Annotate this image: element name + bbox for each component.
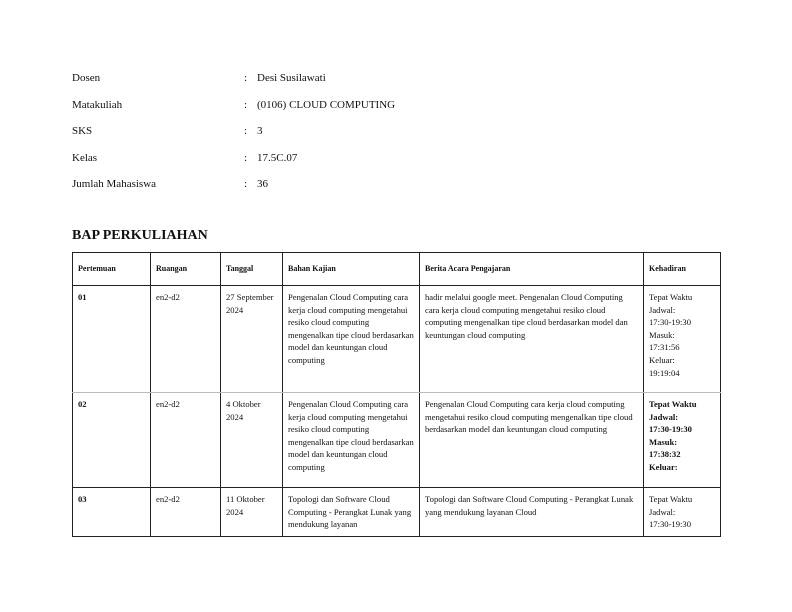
cell-berita-acara: hadir melalui google meet. Pengenalan Cloud Computing cara kerja cloud computing mengetahui resiko cloud computing mengenalkan tipe cloud berdasarkan model dan keuntungan cloud computing — [420, 286, 644, 393]
info-label: SKS — [72, 125, 93, 138]
attendance-line: Jadwal: — [649, 411, 679, 422]
header-pertemuan: Pertemuan — [73, 253, 151, 286]
info-label: Jumlah Mahasiswa — [72, 178, 157, 191]
info-value: 3 — [257, 125, 263, 138]
info-row-dosen — [72, 72, 532, 99]
cell-kehadiran — [644, 488, 721, 537]
attendance-line: Masuk: — [649, 329, 675, 340]
attendance-line: 17:30-19:30 — [649, 424, 692, 435]
attendance-status: Tepat Waktu — [649, 494, 693, 504]
table-row — [73, 286, 721, 393]
section-title: BAP PERKULIAHAN — [72, 228, 208, 243]
info-value: 36 — [257, 178, 268, 191]
info-colon: : — [244, 72, 248, 84]
cell-bahan-kajian: Topologi dan Software Cloud Computing - Perangkat Lunak yang mendukung layanan — [283, 488, 420, 537]
attendance-line: Jadwal: — [649, 304, 676, 315]
attendance-line: Masuk: — [649, 436, 678, 447]
table-header-row — [73, 253, 721, 286]
info-label: Matakuliah — [72, 98, 123, 111]
attendance-line: 17:38:32 — [649, 449, 681, 460]
cell-ruangan: en2-d2 — [151, 286, 221, 393]
attendance-line: Keluar: — [649, 354, 675, 365]
info-row-kelas — [72, 152, 532, 179]
cell-pertemuan: 02 — [73, 393, 151, 488]
info-value: Desi Susilawati — [257, 72, 326, 84]
info-value: 17.5C.07 — [257, 151, 298, 164]
header-berita-acara: Berita Acara Pengajaran — [420, 253, 644, 286]
cell-bahan-kajian: Pengenalan Cloud Computing cara kerja cloud computing mengetahui resiko cloud computing mengenalkan tipe cloud berdasarkan model dan keuntungan cloud computing — [283, 286, 420, 393]
header-kehadiran: Kehadiran — [644, 253, 721, 286]
attendance-status: Tepat Waktu — [649, 292, 693, 302]
cell-tanggal: 11 Oktober 2024 — [221, 488, 283, 537]
table-row — [73, 393, 721, 488]
cell-berita-acara: Pengenalan Cloud Computing cara kerja cloud computing mengetahui resiko cloud computing mengenalkan tipe cloud berdasarkan model dan keuntungan cloud computing — [420, 393, 644, 488]
attendance-line: Keluar: — [649, 461, 678, 472]
cell-kehadiran — [644, 286, 721, 393]
header-tanggal: Tanggal — [221, 253, 283, 286]
bap-table — [72, 252, 721, 537]
info-label: Dosen — [72, 72, 101, 84]
header-ruangan: Ruangan — [151, 253, 221, 286]
cell-kehadiran — [644, 393, 721, 488]
attendance-line: 17:30-19:30 — [649, 317, 692, 328]
attendance-status: Tepat Waktu — [649, 399, 697, 409]
info-colon: : — [244, 178, 248, 191]
cell-ruangan: en2-d2 — [151, 393, 221, 488]
cell-tanggal: 27 September 2024 — [221, 286, 283, 393]
header-bahan-kajian: Bahan Kajian — [283, 253, 420, 286]
attendance-line: 19:19:04 — [649, 367, 680, 378]
info-colon: : — [244, 98, 248, 111]
info-row-sks — [72, 125, 532, 152]
course-info — [72, 72, 532, 205]
info-colon: : — [244, 151, 248, 164]
info-row-matakuliah — [72, 99, 532, 126]
info-value: (0106) CLOUD COMPUTING — [257, 98, 396, 111]
cell-tanggal: 4 Oktober 2024 — [221, 393, 283, 488]
cell-pertemuan: 03 — [73, 488, 151, 537]
attendance-line: 17:30-19:30 — [649, 519, 692, 530]
cell-ruangan: en2-d2 — [151, 488, 221, 537]
cell-pertemuan: 01 — [73, 286, 151, 393]
cell-bahan-kajian: Pengenalan Cloud Computing cara kerja cloud computing mengetahui resiko cloud computing mengenalkan tipe cloud berdasarkan model dan keuntungan cloud computing — [283, 393, 420, 488]
attendance-line: 17:31:56 — [649, 342, 680, 353]
info-colon: : — [244, 125, 248, 138]
table-row — [73, 488, 721, 537]
attendance-line: Jadwal: — [649, 506, 676, 517]
cell-berita-acara: Topologi dan Software Cloud Computing - Perangkat Lunak yang mendukung layanan Cloud — [420, 488, 644, 537]
info-label: Kelas — [72, 151, 98, 164]
info-row-jumlah-mahasiswa — [72, 178, 532, 205]
